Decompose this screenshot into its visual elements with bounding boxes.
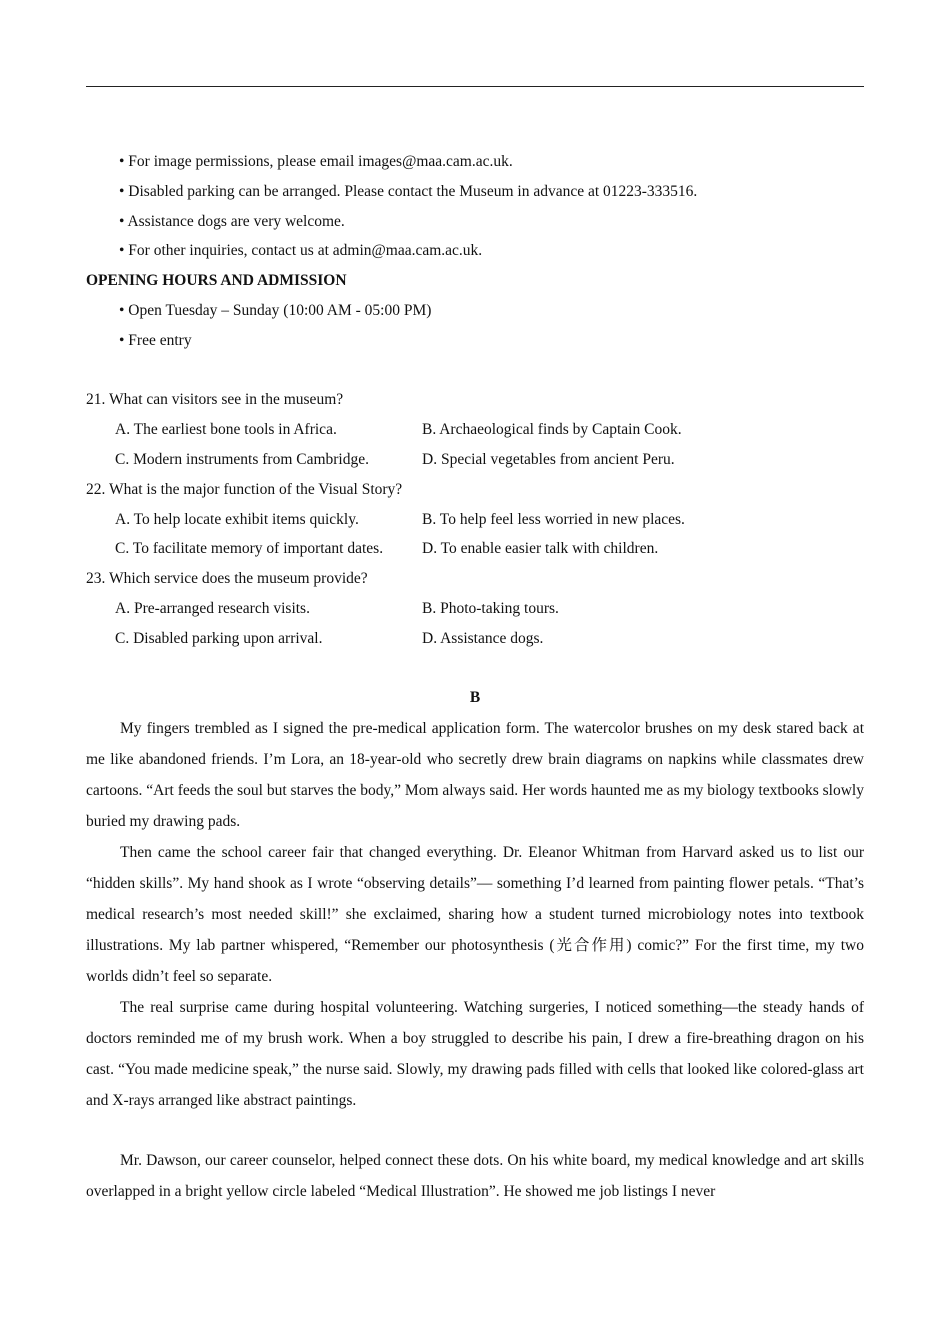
option-b: B. Archaeological finds by Captain Cook. — [422, 421, 682, 439]
question-21 — [86, 385, 864, 474]
question-23 — [86, 564, 864, 653]
option-c: C. Disabled parking upon arrival. — [115, 629, 323, 647]
passage-paragraph: The real surprise came during hospital volunteering. Watching surgeries, I noticed something—the steady hands of doctors reminded me of my brush work. When a boy struggled to describe his pain, I drew a fire-breathing dragon on his cast. “You made medicine speak,” the nurse said. Slowly, my drawing pads filled with cells that looked like colored-glass art and X-rays arranged like abstract paintings. — [86, 999, 864, 1110]
option-d: D. Special vegetables from ancient Peru. — [422, 450, 675, 468]
hours-heading: OPENING HOURS AND ADMISSION — [86, 272, 347, 290]
notice-item: • For other inquiries, contact us at admin@maa.cam.ac.uk. — [119, 242, 483, 260]
option-a: A. The earliest bone tools in Africa. — [115, 421, 337, 439]
option-c: C. Modern instruments from Cambridge. — [115, 450, 369, 468]
option-a: A. To help locate exhibit items quickly. — [115, 510, 359, 528]
notice-item: • Assistance dogs are very welcome. — [119, 212, 345, 230]
passage-paragraph: Mr. Dawson, our career counselor, helped connect these dots. On his white board, my medical knowledge and art skills overlapped in a bright yellow circle labeled “Medical Illustration”. He showed me job listings I never — [86, 1152, 864, 1201]
notice-list — [86, 147, 864, 266]
question-stem: 22. What is the major function of the Visual Story? — [86, 480, 403, 498]
notice-item: • Disabled parking can be arranged. Please contact the Museum in advance at 01223-333516. — [119, 182, 698, 200]
passage-paragraph: Then came the school career fair that changed everything. Dr. Eleanor Whitman from Harvard asked us to list our “hidden skills”. My hand shook as I wrote “observing details”— something I’d learned from painting flower petals. “That’s medical research’s most needed skill!” she exclaimed, sharing how a student turned microbiology notes into textbook illustrations. My lab partner whispered, “Remember our photosynthesis (光合作用) comic?” For the first time, my two worlds didn’t feel so separate. — [86, 844, 864, 986]
hours-item: • Open Tuesday – Sunday (10:00 AM - 05:00 PM) — [119, 301, 432, 319]
notice-item: • For image permissions, please email images@maa.cam.ac.uk. — [119, 153, 513, 170]
hours-item: • Free entry — [119, 331, 192, 349]
question-22 — [86, 475, 864, 564]
option-a: A. Pre-arranged research visits. — [115, 599, 310, 617]
option-c: C. To facilitate memory of important dates. — [115, 540, 384, 558]
option-d: D. To enable easier talk with children. — [422, 540, 659, 558]
option-d: D. Assistance dogs. — [422, 629, 544, 647]
question-stem: 23. Which service does the museum provide? — [86, 570, 368, 588]
passage-label: B — [469, 689, 481, 707]
header-rule — [86, 86, 864, 87]
page-content — [86, 147, 864, 1207]
option-b: B. Photo-taking tours. — [422, 599, 559, 617]
option-b: B. To help feel less worried in new places. — [422, 510, 685, 528]
passage-paragraph: My fingers trembled as I signed the pre-medical application form. The watercolor brushes on my desk stared back at me like abandoned friends. I’m Lora, an 18-year-old who secretly drew brain diagrams on napkins while classmates drew cartoons. “Art feeds the soul but starves the body,” Mom always said. Her words haunted me as my biology textbooks slowly buried my drawing pads. — [86, 720, 864, 831]
question-stem: 21. What can visitors see in the museum? — [86, 391, 344, 409]
